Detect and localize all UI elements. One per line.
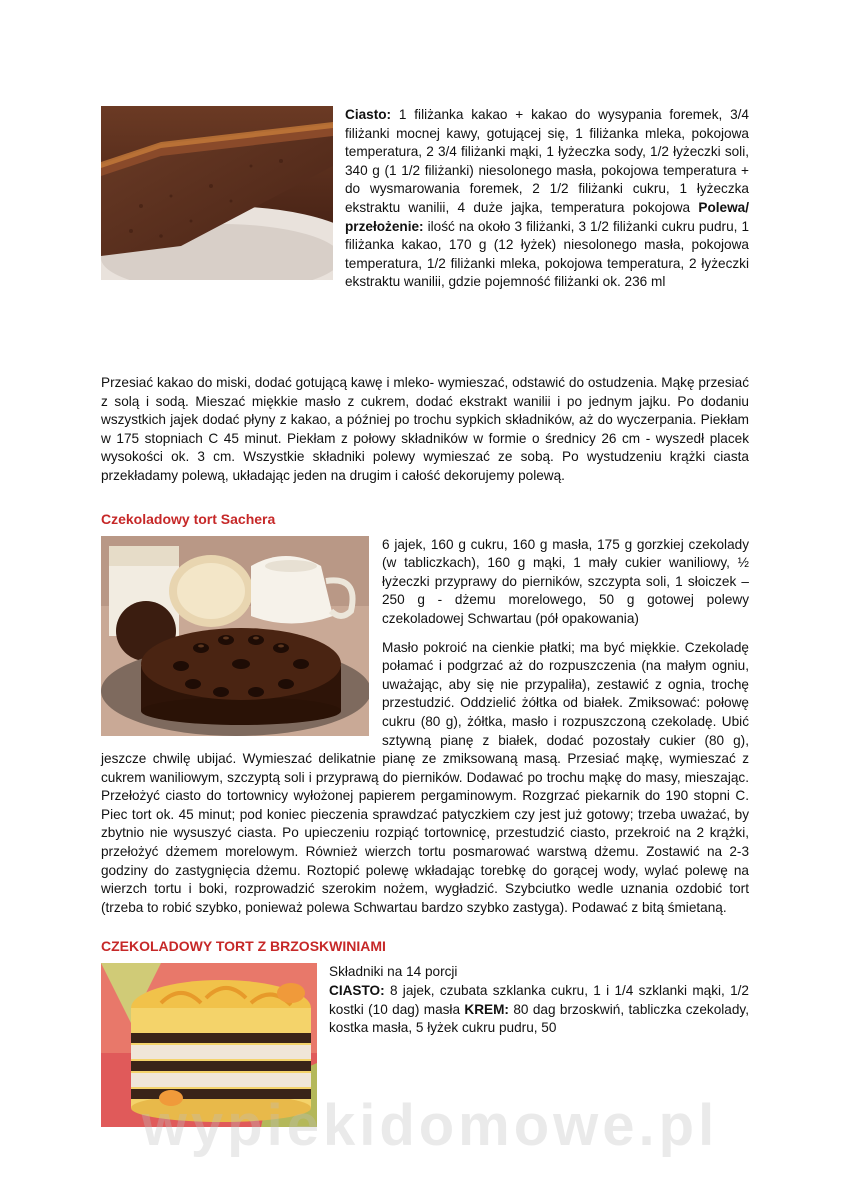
peach-krem-label: KREM: — [464, 1001, 509, 1017]
polewa-text: ilość na około 3 filiżanki, 3 1/2 filiżanki cukru pudru, 1 filiżanka kakao, 170 g (12 łyżek) niesolonego masła, pokojowa temperatura, 1/2 filiżanki mleka, pokojowa temperatura, 2 łyżeczki ekstraktu wanilii, gdzie pojemność filiżanki ok. 236 ml — [345, 218, 749, 290]
recipe-sacher-ingredients: 6 jajek, 160 g cukru, 160 g masła, 175 g gorzkiej czekolady (w tabliczkach), 160 g mąki, 1 mały cukier waniliowy, ½ łyżeczki przyprawy do pierników, szczypta soli, 1 słoiczek – 250 g - dżemu morelowego, 50 g gotowej polewy czekoladowej Schwartau (pół opakowania) — [382, 536, 749, 626]
ciasto-text: 1 filiżanka kakao + kakao do wysypania foremek, 3/4 filiżanki mocnej kawy, gotującej się, 1 filiżanka mleka, pokojowa temperatura, 2 3/4 filiżanki mąki, 1 łyżeczka sody, 1/2 łyżeczki soli, 340 g (1 1/2 filiżanki) niesolonego masła, pokojowa temperatura + do wysmarowania foremek, 2 1/2 filiżanki cukru, 1 łyżeczka ekstraktu wanilii, 4 duże jajka, temperatura pokojowa — [345, 107, 749, 215]
cake-slice-photo — [101, 106, 333, 280]
watermark: wypiekidomowe.pl — [141, 1093, 719, 1158]
sacher-cake-photo — [101, 536, 369, 736]
ciasto-label: Ciasto: — [345, 107, 392, 122]
peach-cake-photo — [101, 963, 317, 1127]
recipe-chocolate-cake — [101, 106, 749, 356]
recipe-peach — [101, 963, 749, 1037]
recipe-sacher-instructions: Masło pokroić na cienkie płatki; ma być miękkie. Czekoladę połamać i podgrzać aż do rozpuszczenia (na małym ogniu, uważając, aby się nie przypaliła), zestawić z ognia, trochę przestudzić. Oddzielić żółtka od białek. Zmiksować: połowę cukru (80 g), żółtka, masło i rozpuszczoną czekoladę. Ubić sztywną pianę z białek, dodać pozostały cukier (80 g), jeszcze chwilę ubijać. Wymieszać delikatnie pianę ze zmiksowaną masą. Przesiać mąkę, wymieszać z cukrem waniliowym, szczyptą soli i przyprawą do pierników. Dodawać po trochu mąkę do masy, mieszając. Przełożyć ciasto do tortownicy wyłożonej papierem pergaminowym. Rozgrzać piekarnik do 190 stopni C. Piec tort ok. 45 minut; pod koniec pieczenia sprawdzać patyczkiem czy jest już gotowy; trzeba uważać, by zbytnio nie wysuszyć ciasta. Po upieczeniu rozpiąć tortownicę, przestudzić ciasto, przekroić na 2 krążki, przełożyć dżemem morelowym. Również wierzch tortu posmarować warstwą dżemu. Zostawić na 2-3 godziny do zastygnięcia dżemu. Roztopić polewę wkładając torebkę do gorącej wody, wylać polewę na wierzch tortu i boki, rozprowadzić szerokim nożem, wygładzić. Szybciutko wedle uznania ozdobić tort (trzeba to robić szybko, ponieważ polewa Schwartau bardzo szybko zastyga). Podawać z bitą śmietaną. — [101, 639, 749, 915]
recipe-chocolate-cake-instructions: Przesiać kakao do miski, dodać gotującą kawę i mleko- wymieszać, odstawić do ostudzenia. Mąkę przesiać z solą i sodą. Mieszać miękkie masło z cukrem, dodać ekstrakt wanilii i po jednym jajku. Po dodaniu wszystkich jajek dodać płyny z kakao, a później po trochu sypkich składników, aż do wyczerpania. Piekłam w 175 stopniach C 45 minut. Piekłam z połowy składników w formie o średnicy 26 cm - wyszedł placek wysokości ok. 3 cm. Wszystkie składniki polewy wymieszać ze sobą. Po wystudzeniu krążki ciasta przekładamy polewą, układając jeden na drugim i całość dekorujemy polewą. — [101, 375, 749, 483]
page-content — [101, 106, 749, 1129]
recipe-sacher-title: Czekoladowy tort Sachera — [101, 510, 276, 527]
recipe-sacher — [101, 536, 749, 918]
recipe-peach-servings: Składniki na 14 porcji — [329, 964, 458, 980]
peach-krem-text: 80 dag brzoskwiń, tabliczka czekolady, kostka masła, 5 łyżek cukru pudru, 50 — [329, 1001, 749, 1036]
polewa-label: Polewa/ przełożenie: — [345, 199, 749, 234]
peach-ciasto-label: CIASTO: — [329, 983, 385, 999]
recipe-peach-title: CZEKOLADOWY TORT Z BRZOSKWINIAMI — [101, 938, 386, 955]
peach-ciasto-text: 8 jajek, czubata szklanka cukru, 1 i 1/4 szklanki mąki, 1/2 kostki (10 dag) masła — [329, 983, 749, 1017]
